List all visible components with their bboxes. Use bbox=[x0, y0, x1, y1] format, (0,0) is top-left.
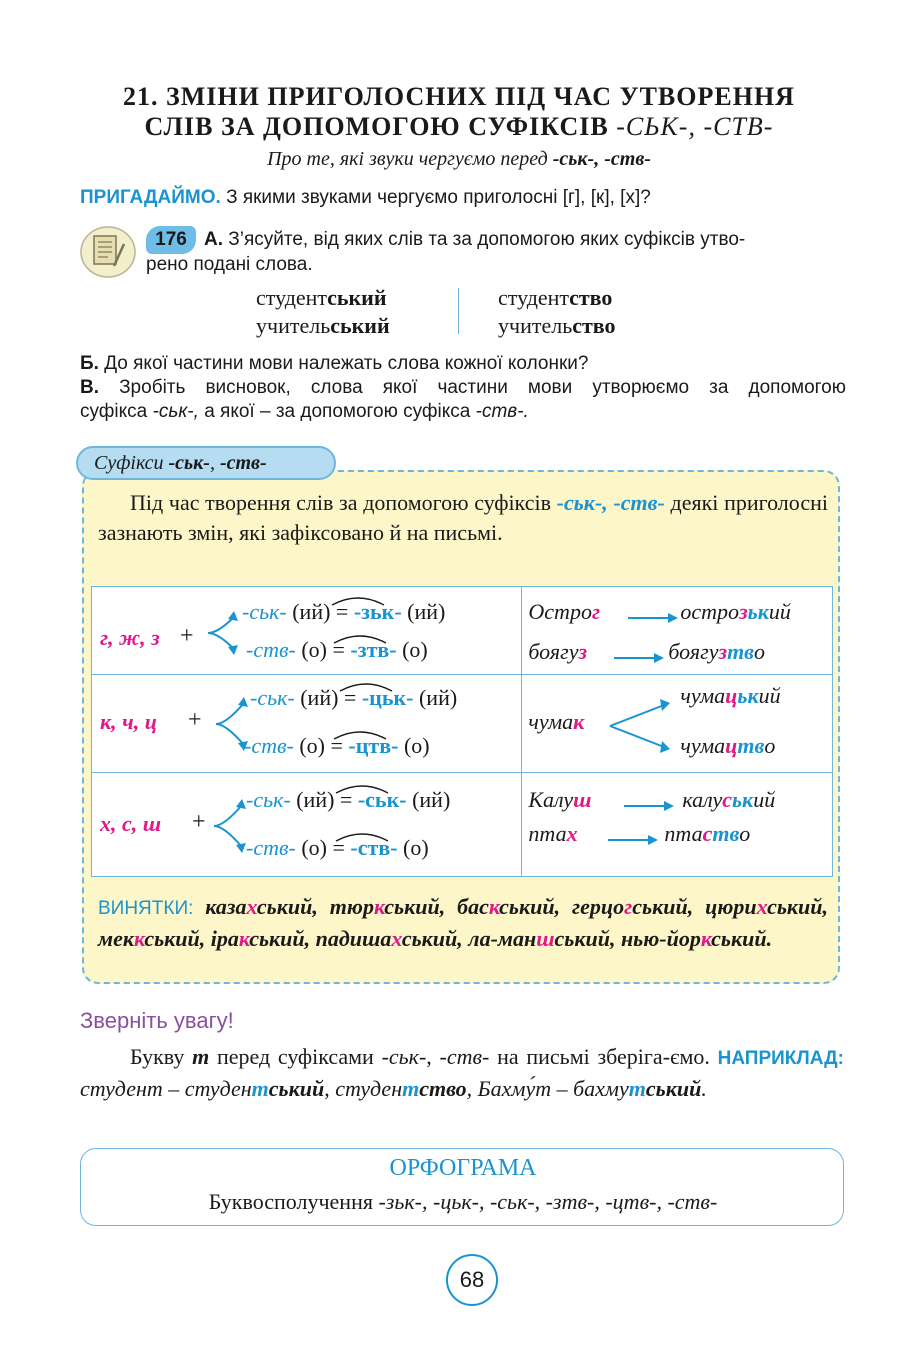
ex-end: о bbox=[764, 733, 776, 758]
exercise-b bbox=[80, 352, 850, 376]
note-text bbox=[80, 1042, 844, 1104]
arc-mark-icon bbox=[330, 631, 390, 645]
rule-text-2: деякі приголосні зазнають змін, які зафіксовано й на письмі. bbox=[98, 490, 828, 545]
suffix-arc: -ств- bbox=[246, 637, 296, 662]
exercise-b-text: До якої частини мови належать слова кожної колонки? bbox=[104, 353, 589, 374]
words-right-column bbox=[498, 284, 616, 340]
suffix-arc: -ськ- bbox=[242, 599, 287, 624]
exception-word bbox=[457, 894, 560, 919]
note-end: . bbox=[701, 1076, 707, 1101]
ex-base: пта bbox=[528, 821, 567, 846]
ex-stem: чума bbox=[680, 733, 726, 758]
arrow-right-icon bbox=[628, 613, 678, 623]
exercise-v-label: В. bbox=[80, 377, 99, 398]
branch-arrows-icon bbox=[608, 691, 672, 761]
example-2-result bbox=[668, 639, 765, 665]
recall-text: З якими звуками чергуємо приголосні [г], [к], [х]? bbox=[226, 187, 651, 208]
word-suffix: ський bbox=[327, 285, 387, 310]
exception-word bbox=[316, 926, 463, 951]
formula-result: -цтв- bbox=[348, 733, 399, 758]
formula-mid: (о) = bbox=[301, 835, 345, 860]
exc-a: іра bbox=[210, 926, 239, 951]
ex-base-hl: з bbox=[578, 639, 588, 664]
exercise-number-badge: 176 bbox=[146, 226, 196, 254]
rule-tag-sep: , bbox=[209, 452, 215, 474]
arc-mark-icon bbox=[332, 781, 392, 795]
rule-text-1: Під час творення слів за допомогою суфіксів bbox=[130, 490, 551, 515]
ex-hl-1: с bbox=[722, 787, 732, 812]
note-example-2 bbox=[335, 1076, 466, 1101]
table-row bbox=[92, 773, 833, 877]
word-stem: учитель bbox=[256, 313, 331, 338]
note-t3: , bbox=[426, 1044, 432, 1069]
exc-hl: г bbox=[624, 894, 633, 919]
exc-a: мек bbox=[98, 926, 134, 951]
word-left-2 bbox=[256, 312, 390, 340]
formula-mid: (ий) = bbox=[300, 685, 357, 710]
exc-b: ський, bbox=[144, 926, 206, 951]
exc-hl: к bbox=[238, 926, 250, 951]
word-stem: студент bbox=[256, 285, 328, 310]
exc-b: ський, bbox=[767, 894, 829, 919]
arrow-right-icon bbox=[624, 801, 674, 811]
letters-group: к, ч, ц bbox=[100, 709, 157, 734]
word-left-1 bbox=[256, 284, 390, 312]
formula-mid: (ий) = bbox=[296, 787, 353, 812]
plus-sign: + bbox=[192, 809, 206, 835]
exc-b: ський, bbox=[249, 926, 311, 951]
orthogram-box bbox=[80, 1148, 844, 1226]
exercise-a-label: А. bbox=[204, 229, 223, 250]
ex-hl-1: ц bbox=[725, 733, 738, 758]
word-suffix: ство bbox=[572, 313, 616, 338]
note-e1-hl: т bbox=[251, 1076, 269, 1101]
word-suffix: ський bbox=[330, 313, 390, 338]
exceptions-label: ВИНЯТКИ: bbox=[98, 898, 194, 919]
exercise-v-line-2 bbox=[80, 400, 846, 424]
exercise-b-label: Б. bbox=[80, 353, 99, 374]
ex-end: ий bbox=[758, 683, 781, 708]
ex-stem: калу bbox=[682, 787, 723, 812]
exercise-v bbox=[80, 376, 846, 424]
exc-b: ський, bbox=[256, 894, 318, 919]
exc-hl: ш bbox=[536, 926, 555, 951]
exception-word bbox=[330, 894, 445, 919]
page-number: 68 bbox=[446, 1254, 498, 1306]
suffix-arc: -ськ- bbox=[246, 787, 291, 812]
exercise-v-text-1: Зробіть висновок, слова якої частини мови утворюємо за допомогою bbox=[119, 377, 846, 398]
formula-mid: (о) = bbox=[299, 733, 343, 758]
note-e3-b: ський bbox=[645, 1076, 702, 1101]
ex-end: о bbox=[754, 639, 766, 664]
arrow-right-icon bbox=[614, 653, 664, 663]
ex-hl-2: ьк bbox=[747, 599, 769, 624]
ex-hl-2: ьк bbox=[737, 683, 759, 708]
note-t4: на письмі зберіга-ємо. bbox=[497, 1044, 710, 1069]
ex-hl-1: з bbox=[739, 599, 748, 624]
suffix-arc: -ств- bbox=[244, 733, 294, 758]
exception-word bbox=[205, 894, 318, 919]
exc-hl: х bbox=[246, 894, 257, 919]
exc-a: ла-ман bbox=[468, 926, 537, 951]
ex-end: ий bbox=[768, 599, 791, 624]
subtitle-suffix-2: -ств- bbox=[604, 148, 651, 170]
word-stem: учитель bbox=[498, 313, 573, 338]
words-left-column bbox=[256, 284, 390, 340]
exc-a: каза bbox=[205, 894, 247, 919]
recall-label: ПРИГАДАЙМО. bbox=[80, 187, 221, 208]
ex-base-hl: к bbox=[573, 709, 585, 734]
exercise-a-line-1 bbox=[204, 228, 848, 252]
exception-word bbox=[98, 926, 205, 951]
ex-base: боягу bbox=[528, 639, 579, 664]
table-cell-formula bbox=[92, 773, 522, 877]
orthogram-title: ОРФОГРАМА bbox=[389, 1155, 537, 1181]
suffix-arc: -ств- bbox=[246, 835, 296, 860]
ex-stem: пта bbox=[664, 821, 703, 846]
exc-b: ський, bbox=[401, 926, 463, 951]
exc-b: ський, bbox=[384, 894, 446, 919]
example-1-result bbox=[680, 599, 790, 625]
note-e1: студент – студен bbox=[80, 1076, 252, 1101]
ex-stem: чума bbox=[680, 683, 726, 708]
exc-hl: к bbox=[700, 926, 712, 951]
ex-base-hl: ш bbox=[573, 787, 592, 812]
rule-tag-suffix-1: -ськ- bbox=[168, 452, 210, 474]
word-suffix: ство bbox=[569, 285, 613, 310]
formula-end: (ий) bbox=[412, 787, 451, 812]
arrow-right-icon bbox=[608, 835, 658, 845]
exc-a: цюри bbox=[705, 894, 757, 919]
ex-hl-2: ьк bbox=[731, 787, 754, 812]
orthogram-text bbox=[81, 1189, 845, 1215]
formula-mid: (о) = bbox=[301, 637, 345, 662]
exc-a: тюр bbox=[329, 894, 374, 919]
exc-hl: х bbox=[391, 926, 402, 951]
note-sep: , bbox=[324, 1076, 330, 1101]
exc-hl: к bbox=[488, 894, 500, 919]
title-suffixes: -СЬК-, -СТВ- bbox=[616, 112, 774, 141]
formula-end: (о) bbox=[403, 733, 430, 758]
formula-end: (о) bbox=[403, 835, 429, 860]
subtitle-suffix-1: -ськ- bbox=[552, 148, 595, 170]
ex-end: о bbox=[739, 821, 751, 846]
note-t1: Букву bbox=[130, 1044, 185, 1069]
exercise-a-line-2: рено подані слова. bbox=[146, 254, 313, 275]
exercise-v-text-2a: суфікса bbox=[80, 401, 148, 422]
ex-base: Калу bbox=[528, 787, 574, 812]
ex-base-hl: х bbox=[566, 821, 578, 846]
note-example-1 bbox=[80, 1076, 324, 1101]
exercise-v-suffix-2: -ств-. bbox=[475, 401, 529, 422]
exc-a: бас bbox=[457, 894, 489, 919]
word-stem: студент bbox=[498, 285, 570, 310]
exc-b: ський, bbox=[499, 894, 561, 919]
example-1-result bbox=[682, 787, 775, 813]
exc-b: ський. bbox=[711, 926, 773, 951]
arc-mark-icon bbox=[332, 829, 392, 843]
table-cell-example bbox=[522, 675, 833, 773]
exc-b: ський, bbox=[554, 926, 616, 951]
subtitle bbox=[60, 148, 858, 171]
note-e3: , Бахму́т – бахму bbox=[466, 1076, 629, 1101]
note-suffix-2: -ств- bbox=[439, 1044, 490, 1069]
table-cell-example bbox=[522, 773, 833, 877]
table-cell-formula bbox=[92, 675, 522, 773]
example-result-2 bbox=[680, 733, 775, 759]
exception-word bbox=[468, 926, 615, 951]
note-letter: т bbox=[192, 1044, 210, 1069]
word-right-1 bbox=[498, 284, 616, 312]
exc-a: нью-йор bbox=[620, 926, 701, 951]
ex-hl-2: тв bbox=[737, 733, 765, 758]
exception-word bbox=[621, 926, 772, 951]
ex-hl-2: тв bbox=[712, 821, 740, 846]
plus-sign: + bbox=[188, 707, 202, 733]
table-row bbox=[92, 587, 833, 675]
ex-base: чума bbox=[528, 709, 574, 734]
rule-tag bbox=[76, 446, 336, 480]
example-base bbox=[528, 709, 584, 735]
note-example-3 bbox=[467, 1076, 707, 1101]
arc-mark-icon bbox=[336, 679, 396, 693]
arc-mark-icon bbox=[330, 727, 390, 741]
rule-suffixes: -ськ-, -ств- bbox=[556, 490, 665, 515]
example-2 bbox=[528, 639, 587, 665]
title-line-1: 21. ЗМІНИ ПРИГОЛОСНИХ ПІД ЧАС УТВОРЕННЯ bbox=[123, 82, 795, 111]
arc-mark-icon bbox=[328, 593, 388, 607]
suffix-arc: -ськ- bbox=[250, 685, 295, 710]
table-cell-example bbox=[522, 587, 833, 675]
ex-stem: остро bbox=[680, 599, 740, 624]
exercise-a-text-1: З’ясуйте, від яких слів та за допомогою яких суфіксів утво- bbox=[228, 229, 746, 250]
example-1 bbox=[528, 599, 600, 625]
exc-hl: х bbox=[756, 894, 768, 919]
exception-word bbox=[572, 894, 693, 919]
rule-tag-suffix-2: -ств- bbox=[219, 452, 267, 474]
formula-end: (о) bbox=[402, 637, 428, 662]
exceptions bbox=[98, 892, 828, 954]
ex-hl-1: з bbox=[718, 639, 728, 664]
note-example-label: НАПРИКЛАД: bbox=[717, 1048, 845, 1069]
note-e1-b: ський bbox=[268, 1076, 325, 1101]
notebook-icon bbox=[80, 226, 136, 278]
ex-base-hl: г bbox=[591, 599, 601, 624]
exercise-v-suffix-1: -ськ-, bbox=[152, 401, 199, 422]
exc-a: падиша bbox=[315, 926, 392, 951]
table-row bbox=[92, 675, 833, 773]
formula-result: -ств- bbox=[350, 835, 398, 860]
table-cell-formula bbox=[92, 587, 522, 675]
example-result-1 bbox=[680, 683, 780, 709]
rule-tag-text: Суфікси bbox=[94, 452, 164, 474]
letters-group: х, с, ш bbox=[100, 811, 162, 836]
exc-a: герцо bbox=[572, 894, 625, 919]
ex-hl-2: тв bbox=[727, 639, 755, 664]
note-t2: перед суфіксами bbox=[216, 1044, 374, 1069]
ex-hl-1: ц bbox=[725, 683, 738, 708]
column-divider bbox=[458, 288, 459, 334]
note-e2-b: ство bbox=[419, 1076, 467, 1101]
exc-hl: к bbox=[134, 926, 145, 951]
example-1 bbox=[528, 787, 591, 813]
note-e2: студен bbox=[335, 1076, 403, 1101]
ex-hl-1: с bbox=[702, 821, 713, 846]
word-right-2 bbox=[498, 312, 616, 340]
note-e2-hl: т bbox=[402, 1076, 420, 1101]
recall-line bbox=[80, 186, 850, 210]
subtitle-sep: , bbox=[594, 148, 600, 170]
letters-group: г, ж, з bbox=[100, 625, 160, 650]
exc-b: ський, bbox=[632, 894, 694, 919]
exception-word bbox=[705, 894, 828, 919]
example-2 bbox=[528, 821, 577, 847]
subtitle-text: Про те, які звуки чергуємо перед bbox=[267, 148, 548, 170]
note-heading: Зверніть увагу! bbox=[80, 1008, 234, 1033]
note-suffix-1: -ськ- bbox=[381, 1044, 427, 1069]
formula-mid: (ий) = bbox=[292, 599, 349, 624]
exception-word bbox=[211, 926, 310, 951]
formula-result: -ськ- bbox=[357, 787, 407, 812]
orthogram-label: Буквосполучення bbox=[208, 1189, 373, 1214]
exercise-v-text-2b: а якої – за допомогою суфікса bbox=[204, 401, 471, 422]
orthogram-items: -зьк-, -цьк-, -ськ-, -зтв-, -цтв-, -ств- bbox=[378, 1189, 718, 1214]
formula-result: -цьк- bbox=[361, 685, 414, 710]
exercise-v-line-1 bbox=[80, 376, 846, 400]
formula-result: -зтв- bbox=[350, 637, 397, 662]
page-title bbox=[60, 82, 858, 142]
title-line-2 bbox=[60, 112, 858, 142]
formula-result: -зьк- bbox=[353, 599, 402, 624]
rule-table bbox=[91, 586, 833, 877]
rule-text bbox=[98, 488, 828, 548]
note-e3-hl: т bbox=[628, 1076, 646, 1101]
exc-hl: к bbox=[373, 894, 385, 919]
ex-base: Остро bbox=[528, 599, 592, 624]
ex-stem: боягу bbox=[668, 639, 719, 664]
example-2-result bbox=[664, 821, 750, 847]
plus-sign: + bbox=[180, 623, 194, 649]
formula-end: (ий) bbox=[418, 685, 458, 710]
ex-end: ий bbox=[753, 787, 776, 812]
formula-end: (ий) bbox=[407, 599, 446, 624]
title-line-2-main: СЛІВ ЗА ДОПОМОГОЮ СУФІКСІВ bbox=[144, 112, 609, 141]
